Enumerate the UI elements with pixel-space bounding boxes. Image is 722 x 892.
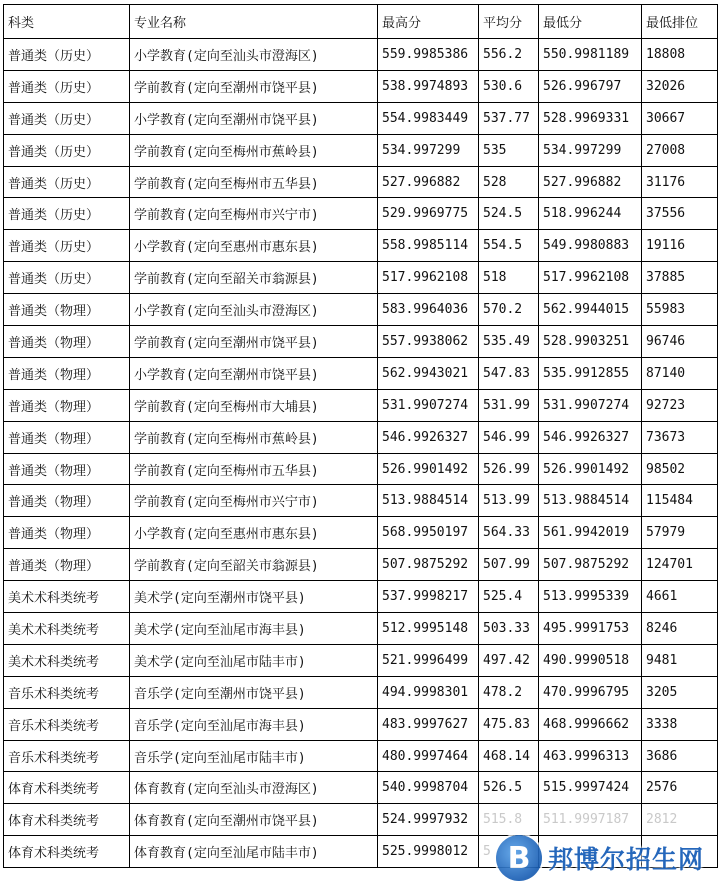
cell-min-score: 518.996244 [539,198,642,230]
cell-avg-score: 528 [479,166,539,198]
cell-min-score: 561.9942019 [539,517,642,549]
cell-max-score: 512.9995148 [378,613,479,645]
cell-min-rank: 115484 [642,485,718,517]
table-row [4,485,718,517]
cell-subject-category: 普通类（历史） [4,70,130,102]
cell-min-score: 515.9997424 [539,772,642,804]
cell-min-score [539,836,642,868]
table-row [4,772,718,804]
cell-major-name: 小学教育(定向至汕头市澄海区) [130,39,378,71]
cell-major-name: 体育教育(定向至汕头市澄海区) [130,772,378,804]
cell-avg-score: 556.2 [479,39,539,71]
cell-max-score: 546.9926327 [378,421,479,453]
cell-min-score: 463.9996313 [539,740,642,772]
cell-subject-category: 普通类（物理） [4,485,130,517]
cell-avg-score: 537.77 [479,102,539,134]
cell-min-score: 528.9903251 [539,326,642,358]
cell-avg-score: 554.5 [479,230,539,262]
cell-min-score: 550.9981189 [539,39,642,71]
cell-subject-category: 普通类（历史） [4,134,130,166]
header-major-name: 专业名称 [130,5,378,39]
cell-subject-category: 普通类（物理） [4,389,130,421]
cell-min-score: 549.9980883 [539,230,642,262]
table-row [4,262,718,294]
table-row [4,166,718,198]
cell-avg-score: 535.49 [479,326,539,358]
cell-min-score: 517.9962108 [539,262,642,294]
table-row [4,39,718,71]
cell-min-score: 527.996882 [539,166,642,198]
cell-major-name: 美术学(定向至汕尾市陆丰市) [130,644,378,676]
table-row [4,549,718,581]
table-row [4,294,718,326]
cell-subject-category: 美术术科类统考 [4,613,130,645]
cell-max-score: 480.9997464 [378,740,479,772]
cell-max-score: 526.9901492 [378,453,479,485]
cell-min-rank: 3338 [642,708,718,740]
cell-min-score: 526.996797 [539,70,642,102]
cell-min-score: 511.9997187 [539,804,642,836]
cell-min-rank: 87140 [642,357,718,389]
cell-min-score: 495.9991753 [539,613,642,645]
cell-avg-score: 518 [479,262,539,294]
cell-min-score: 535.9912855 [539,357,642,389]
cell-major-name: 学前教育(定向至潮州市饶平县) [130,70,378,102]
table-row [4,102,718,134]
cell-subject-category: 普通类（历史） [4,198,130,230]
cell-major-name: 音乐学(定向至汕尾市陆丰市) [130,740,378,772]
cell-major-name: 学前教育(定向至韶关市翁源县) [130,549,378,581]
admission-scores-table [3,4,718,868]
table-row [4,708,718,740]
cell-max-score: 568.9950197 [378,517,479,549]
cell-avg-score: 526.5 [479,772,539,804]
cell-min-rank: 73673 [642,421,718,453]
cell-major-name: 美术学(定向至汕尾市海丰县) [130,613,378,645]
cell-min-score: 534.997299 [539,134,642,166]
cell-min-score: 490.9990518 [539,644,642,676]
table-row [4,804,718,836]
cell-avg-score: 507.99 [479,549,539,581]
cell-min-rank: 37885 [642,262,718,294]
cell-max-score: 537.9998217 [378,581,479,613]
cell-avg-score: 525.4 [479,581,539,613]
cell-avg-score: 478.2 [479,676,539,708]
cell-avg-score: 530.6 [479,70,539,102]
cell-min-rank: 31176 [642,166,718,198]
cell-min-rank: 96746 [642,326,718,358]
cell-min-rank: 18808 [642,39,718,71]
cell-subject-category: 音乐术科类统考 [4,708,130,740]
cell-max-score: 521.9996499 [378,644,479,676]
cell-subject-category: 体育术科类统考 [4,836,130,868]
cell-min-rank: 3205 [642,676,718,708]
cell-major-name: 学前教育(定向至潮州市饶平县) [130,326,378,358]
cell-min-rank: 8246 [642,613,718,645]
header-subject-category: 科类 [4,5,130,39]
cell-subject-category: 美术术科类统考 [4,644,130,676]
table-row [4,357,718,389]
cell-subject-category: 普通类（物理） [4,326,130,358]
cell-avg-score: 546.99 [479,421,539,453]
table-row [4,70,718,102]
cell-min-rank: 55983 [642,294,718,326]
cell-min-rank [642,836,718,868]
cell-max-score: 559.9985386 [378,39,479,71]
cell-subject-category: 普通类（物理） [4,549,130,581]
cell-major-name: 学前教育(定向至梅州市兴宁市) [130,198,378,230]
cell-subject-category: 普通类（物理） [4,517,130,549]
cell-max-score: 527.996882 [378,166,479,198]
cell-avg-score: 570.2 [479,294,539,326]
cell-max-score: 538.9974893 [378,70,479,102]
cell-subject-category: 普通类（历史） [4,262,130,294]
cell-avg-score: 564.33 [479,517,539,549]
cell-max-score: 534.997299 [378,134,479,166]
cell-major-name: 小学教育(定向至潮州市饶平县) [130,102,378,134]
watermark-logo-icon: B [496,835,542,881]
cell-subject-category: 普通类（物理） [4,421,130,453]
cell-major-name: 体育教育(定向至潮州市饶平县) [130,804,378,836]
table-body [4,5,718,868]
cell-subject-category: 普通类（物理） [4,357,130,389]
cell-avg-score: 5 [479,836,539,868]
cell-avg-score: 513.99 [479,485,539,517]
cell-major-name: 小学教育(定向至惠州市惠东县) [130,230,378,262]
cell-major-name: 学前教育(定向至梅州市大埔县) [130,389,378,421]
cell-min-score: 546.9926327 [539,421,642,453]
cell-min-score: 507.9875292 [539,549,642,581]
table-row [4,326,718,358]
cell-avg-score: 531.99 [479,389,539,421]
cell-subject-category: 音乐术科类统考 [4,740,130,772]
cell-subject-category: 普通类（历史） [4,102,130,134]
cell-min-score: 526.9901492 [539,453,642,485]
cell-min-score: 468.9996662 [539,708,642,740]
cell-max-score: 525.9998012 [378,836,479,868]
table-row [4,453,718,485]
cell-max-score: 557.9938062 [378,326,479,358]
table-row [4,581,718,613]
table-row [4,740,718,772]
table-row [4,613,718,645]
cell-min-rank: 9481 [642,644,718,676]
cell-max-score: 517.9962108 [378,262,479,294]
table-row [4,421,718,453]
table-row [4,836,718,868]
cell-min-rank: 57979 [642,517,718,549]
table-row [4,517,718,549]
cell-max-score: 554.9983449 [378,102,479,134]
cell-min-rank: 32026 [642,70,718,102]
cell-subject-category: 普通类（物理） [4,453,130,485]
cell-major-name: 音乐学(定向至潮州市饶平县) [130,676,378,708]
cell-major-name: 学前教育(定向至梅州市蕉岭县) [130,421,378,453]
cell-max-score: 483.9997627 [378,708,479,740]
cell-max-score: 524.9997932 [378,804,479,836]
cell-subject-category: 体育术科类统考 [4,772,130,804]
header-avg-score: 平均分 [479,5,539,39]
cell-min-rank: 2812 [642,804,718,836]
table-row [4,230,718,262]
cell-min-rank: 19116 [642,230,718,262]
cell-min-rank: 4661 [642,581,718,613]
cell-min-rank: 3686 [642,740,718,772]
cell-min-score: 513.9884514 [539,485,642,517]
cell-max-score: 507.9875292 [378,549,479,581]
table-row [4,198,718,230]
cell-major-name: 小学教育(定向至潮州市饶平县) [130,357,378,389]
cell-min-rank: 30667 [642,102,718,134]
cell-major-name: 学前教育(定向至韶关市翁源县) [130,262,378,294]
cell-avg-score: 526.99 [479,453,539,485]
cell-subject-category: 普通类（历史） [4,230,130,262]
cell-min-score: 528.9969331 [539,102,642,134]
cell-max-score: 494.9998301 [378,676,479,708]
cell-avg-score: 535 [479,134,539,166]
cell-subject-category: 美术术科类统考 [4,581,130,613]
cell-avg-score: 515.8 [479,804,539,836]
cell-min-score: 513.9995339 [539,581,642,613]
cell-major-name: 体育教育(定向至汕尾市陆丰市) [130,836,378,868]
cell-max-score: 540.9998704 [378,772,479,804]
cell-min-rank: 27008 [642,134,718,166]
cell-min-rank: 37556 [642,198,718,230]
cell-avg-score: 503.33 [479,613,539,645]
header-min-rank: 最低排位 [642,5,718,39]
cell-major-name: 学前教育(定向至梅州市五华县) [130,453,378,485]
cell-subject-category: 体育术科类统考 [4,804,130,836]
cell-min-score: 531.9907274 [539,389,642,421]
header-row [4,5,718,39]
cell-avg-score: 547.83 [479,357,539,389]
cell-avg-score: 497.42 [479,644,539,676]
header-max-score: 最高分 [378,5,479,39]
cell-min-score: 470.9996795 [539,676,642,708]
cell-avg-score: 475.83 [479,708,539,740]
cell-min-rank: 2576 [642,772,718,804]
table-row [4,676,718,708]
cell-subject-category: 普通类（物理） [4,294,130,326]
cell-major-name: 小学教育(定向至汕头市澄海区) [130,294,378,326]
cell-major-name: 美术学(定向至潮州市饶平县) [130,581,378,613]
cell-max-score: 513.9884514 [378,485,479,517]
cell-max-score: 531.9907274 [378,389,479,421]
table-row [4,389,718,421]
cell-major-name: 音乐学(定向至汕尾市海丰县) [130,708,378,740]
cell-subject-category: 普通类（历史） [4,166,130,198]
cell-min-rank: 98502 [642,453,718,485]
watermark-site-name: 邦博尔招生网 [548,845,705,874]
cell-max-score: 562.9943021 [378,357,479,389]
cell-major-name: 小学教育(定向至惠州市惠东县) [130,517,378,549]
cell-major-name: 学前教育(定向至梅州市蕉岭县) [130,134,378,166]
cell-avg-score: 524.5 [479,198,539,230]
cell-major-name: 学前教育(定向至梅州市兴宁市) [130,485,378,517]
cell-max-score: 583.9964036 [378,294,479,326]
cell-avg-score: 468.14 [479,740,539,772]
cell-min-rank: 124701 [642,549,718,581]
cell-min-score: 562.9944015 [539,294,642,326]
cell-subject-category: 普通类（历史） [4,39,130,71]
cell-major-name: 学前教育(定向至梅州市五华县) [130,166,378,198]
header-min-score: 最低分 [539,5,642,39]
cell-min-rank: 92723 [642,389,718,421]
table-row [4,134,718,166]
cell-max-score: 558.9985114 [378,230,479,262]
table-row [4,644,718,676]
cell-max-score: 529.9969775 [378,198,479,230]
cell-subject-category: 音乐术科类统考 [4,676,130,708]
